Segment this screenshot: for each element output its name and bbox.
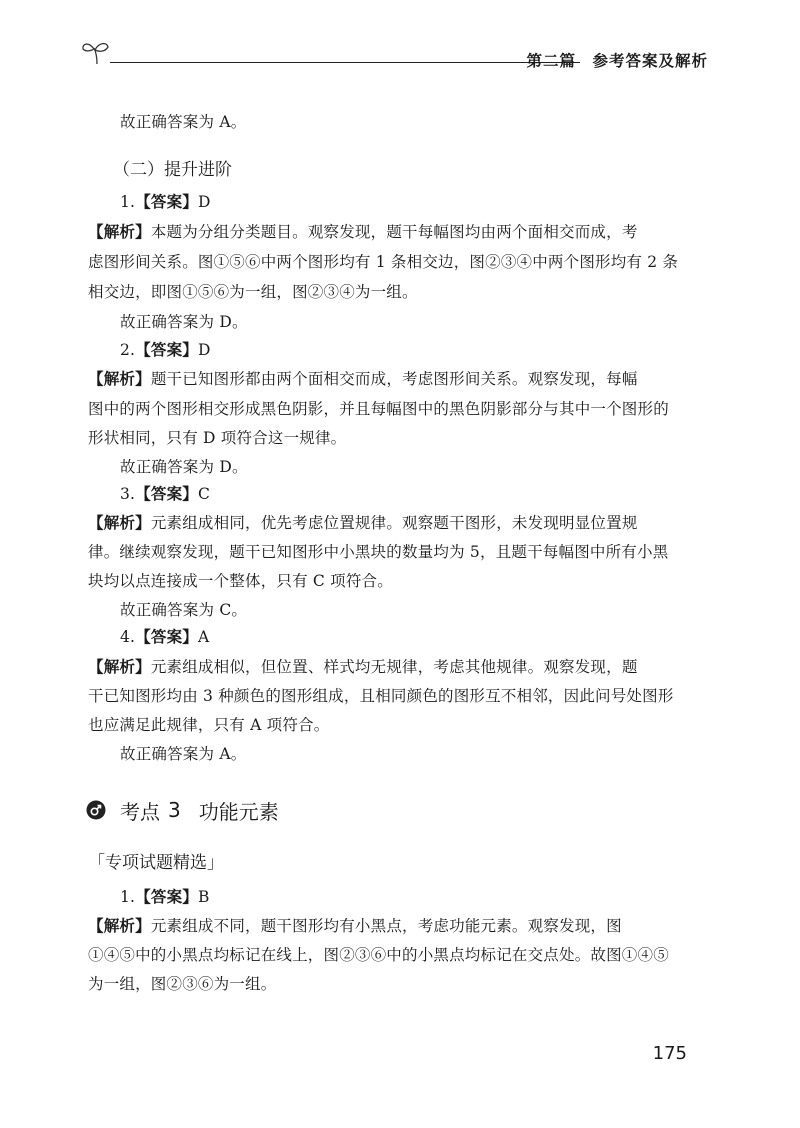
section-heading — [86, 795, 279, 825]
header-title: 第二篇 参考答案及解析 — [526, 52, 708, 70]
answer-line-q1: 1.【答案】D — [120, 193, 211, 211]
answer-line-q2: 2.【答案】D — [120, 341, 211, 359]
section-number: 3 — [168, 798, 181, 822]
answer-line-q4: 4.【答案】A — [120, 628, 210, 646]
analysis-line: 干已知图形均由 3 种颜色的图形组成，且相同颜色的图形互不相邻，因此问号处图形 — [88, 687, 674, 705]
special-title: 「专项试题精选」 — [88, 853, 224, 873]
analysis-line: 也应满足此规律，只有 A 项符合。 — [88, 716, 330, 734]
conclusion-q3: 故正确答案为 C。 — [120, 601, 248, 619]
answer-line-special-q1: 1.【答案】B — [120, 888, 210, 906]
analysis-line: 形状相同，只有 D 项符合这一规律。 — [88, 429, 347, 447]
analysis-line: 律。继续观察发现，题干已知图形中小黑块的数量均为 5，且题干每幅图中所有小黑 — [88, 543, 669, 561]
answer-line-q3: 3.【答案】C — [120, 485, 211, 503]
sprout-icon — [80, 38, 114, 66]
conclusion-q1: 故正确答案为 D。 — [120, 313, 248, 331]
analysis-line: 块均以点连接成一个整体，只有 C 项符合。 — [88, 572, 393, 590]
header-rule — [110, 62, 580, 63]
section-badge-icon — [86, 800, 106, 820]
analysis-line: 相交边，即图①⑤⑥为一组，图②③④为一组。 — [88, 283, 418, 301]
intro-conclusion: 故正确答案为 A。 — [120, 113, 247, 131]
subsection-title: （二）提升进阶 — [113, 160, 232, 180]
running-header — [80, 38, 728, 78]
analysis-line: 【解析】元素组成相同，优先考虑位置规律。观察题干图形，未发现明显位置规 — [88, 514, 638, 532]
section-title: 功能元素 — [198, 799, 279, 824]
analysis-line: 图中的两个图形相交形成黑色阴影，并且每幅图中的黑色阴影部分与其中一个图形的 — [88, 400, 669, 418]
analysis-line: 【解析】本题为分组分类题目。观察发现，题干每幅图均由两个面相交而成，考 — [88, 223, 638, 241]
analysis-line: 为一组，图②③⑥为一组。 — [88, 975, 277, 993]
page-number: 175 — [652, 1043, 687, 1064]
analysis-line: 【解析】元素组成相似，但位置、样式均无规律，考虑其他规律。观察发现，题 — [88, 658, 638, 676]
analysis-line: 【解析】元素组成不同，题干图形均有小黑点，考虑功能元素。观察发现，图 — [88, 917, 622, 935]
conclusion-q4: 故正确答案为 A。 — [120, 745, 247, 763]
analysis-line: 【解析】题干已知图形都由两个面相交而成，考虑图形间关系。观察发现，每幅 — [88, 370, 638, 388]
section-label: 考点 — [120, 799, 160, 824]
analysis-line: 虑图形间关系。图①⑤⑥中两个图形均有 1 条相交边，图②③④中两个图形均有 2 条 — [88, 253, 679, 271]
analysis-line: ①④⑤中的小黑点均标记在线上，图②③⑥中的小黑点均标记在交点处。故图①④⑤ — [88, 946, 669, 964]
conclusion-q2: 故正确答案为 D。 — [120, 458, 248, 476]
